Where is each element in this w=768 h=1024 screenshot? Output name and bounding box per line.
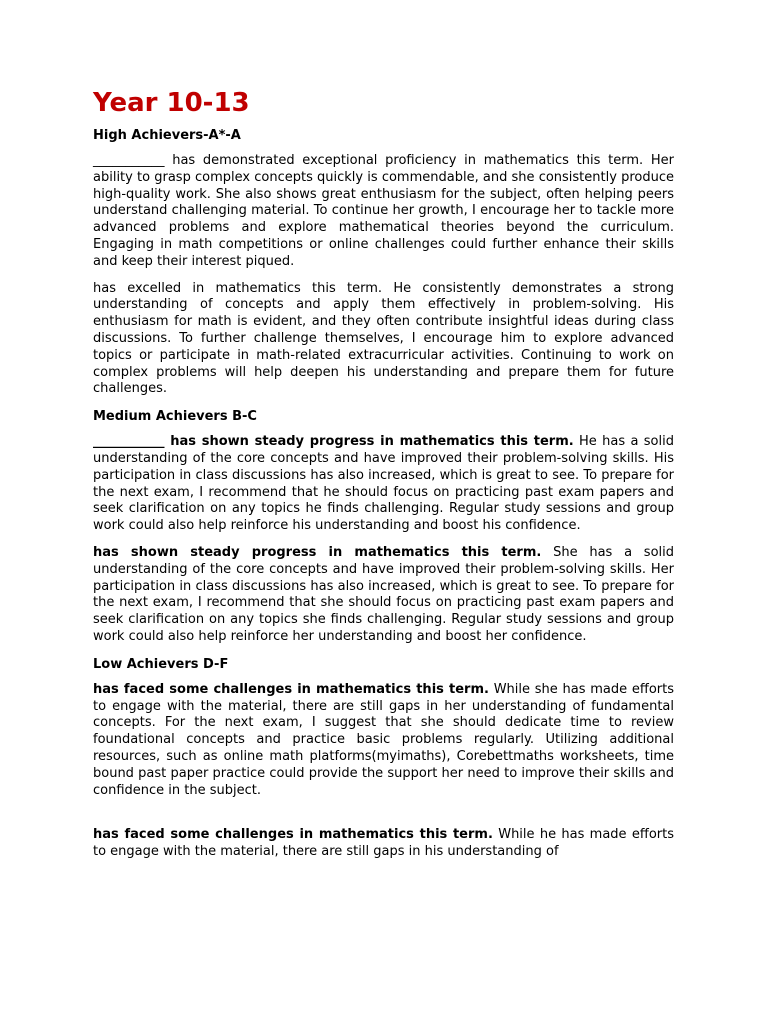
paragraph-text: She has a solid understanding of the core concepts and have improved their problem-solving skills. Her participation in class discussions has also increased, which is great to see. To prepare for the next exam, I recommend that she should focus on practicing past exam papers and seek clarification on any topics she finds challenging. Regular study sessions and group work could also help reinforce her understanding and boost her confidence. — [93, 544, 674, 644]
section-high-achievers — [93, 127, 674, 398]
paragraph-medium-1 — [93, 434, 674, 535]
paragraph-lead: has faced some challenges in mathematics this term. — [93, 681, 489, 697]
document-page — [93, 86, 674, 871]
paragraph-lead: has shown steady progress in mathematics this term. — [93, 544, 542, 560]
paragraph-low-1 — [93, 682, 674, 800]
blank-line — [93, 809, 674, 827]
section-medium-achievers — [93, 408, 674, 646]
paragraph-lead: has faced some challenges in mathematics this term. — [93, 827, 493, 843]
paragraph-text: While she has made efforts to engage with the material, there are still gaps in her understanding of fundamental concepts. For the next exam, I suggest that she should dedicate time to review foundational concepts and practice basic problems regularly. Utilizing additional resources, such as online math platforms(myimaths), Corebettmaths worksheets, time bound past paper practice could provide the support her need to improve their skills and confidence in the subject. — [93, 681, 674, 798]
paragraph-text: While he has made efforts to engage with the material, there are still gaps in his understanding of — [93, 827, 674, 860]
paragraph-lead: ___________ has shown steady progress in mathematics this term. — [93, 434, 574, 450]
section-heading-low: Low Achievers D-F — [93, 656, 229, 672]
paragraph-text: has excelled in mathematics this term. He consistently demonstrates a strong understanding of concepts and apply them effectively in problem-solving. His enthusiasm for math is evident, and they often contribute insightful ideas during class discussions. To further challenge themselves, I encourage him to explore advanced topics or participate in math-related extracurricular activities. Continuing to work on complex problems will help deepen his understanding and prepare them for future challenges. — [93, 280, 674, 397]
section-heading-medium: Medium Achievers B-C — [93, 409, 257, 425]
paragraph-low-2 — [93, 827, 674, 861]
paragraph-high-2 — [93, 281, 674, 399]
paragraph-text: ___________ has demonstrated exceptional proficiency in mathematics this term. Her ability to grasp complex concepts quickly is commendable, and she consistently produce high-quality work. She also shows great enthusiasm for the subject, often helping peers understand challenging material. To continue her growth, I encourage her to tackle more advanced problems and explore mathematical theories beyond the curriculum. Engaging in math competitions or online challenges could further enhance their skills and keep their interest piqued. — [93, 153, 674, 269]
document-title: Year 10-13 — [93, 88, 250, 118]
paragraph-text: He has a solid understanding of the core concepts and have improved their problem-solving skills. His participation in class discussions has also increased, which is great to see. To prepare for the next exam, I recommend that he should focus on practicing past exam papers and seek clarification on any topics he finds challenging. Regular study sessions and group work could also help reinforce his understanding and boost his confidence. — [93, 434, 674, 534]
section-low-achievers — [93, 656, 674, 861]
section-heading-high: High Achievers-A*-A — [93, 128, 241, 143]
paragraph-high-1 — [93, 153, 674, 271]
paragraph-medium-2 — [93, 545, 674, 646]
